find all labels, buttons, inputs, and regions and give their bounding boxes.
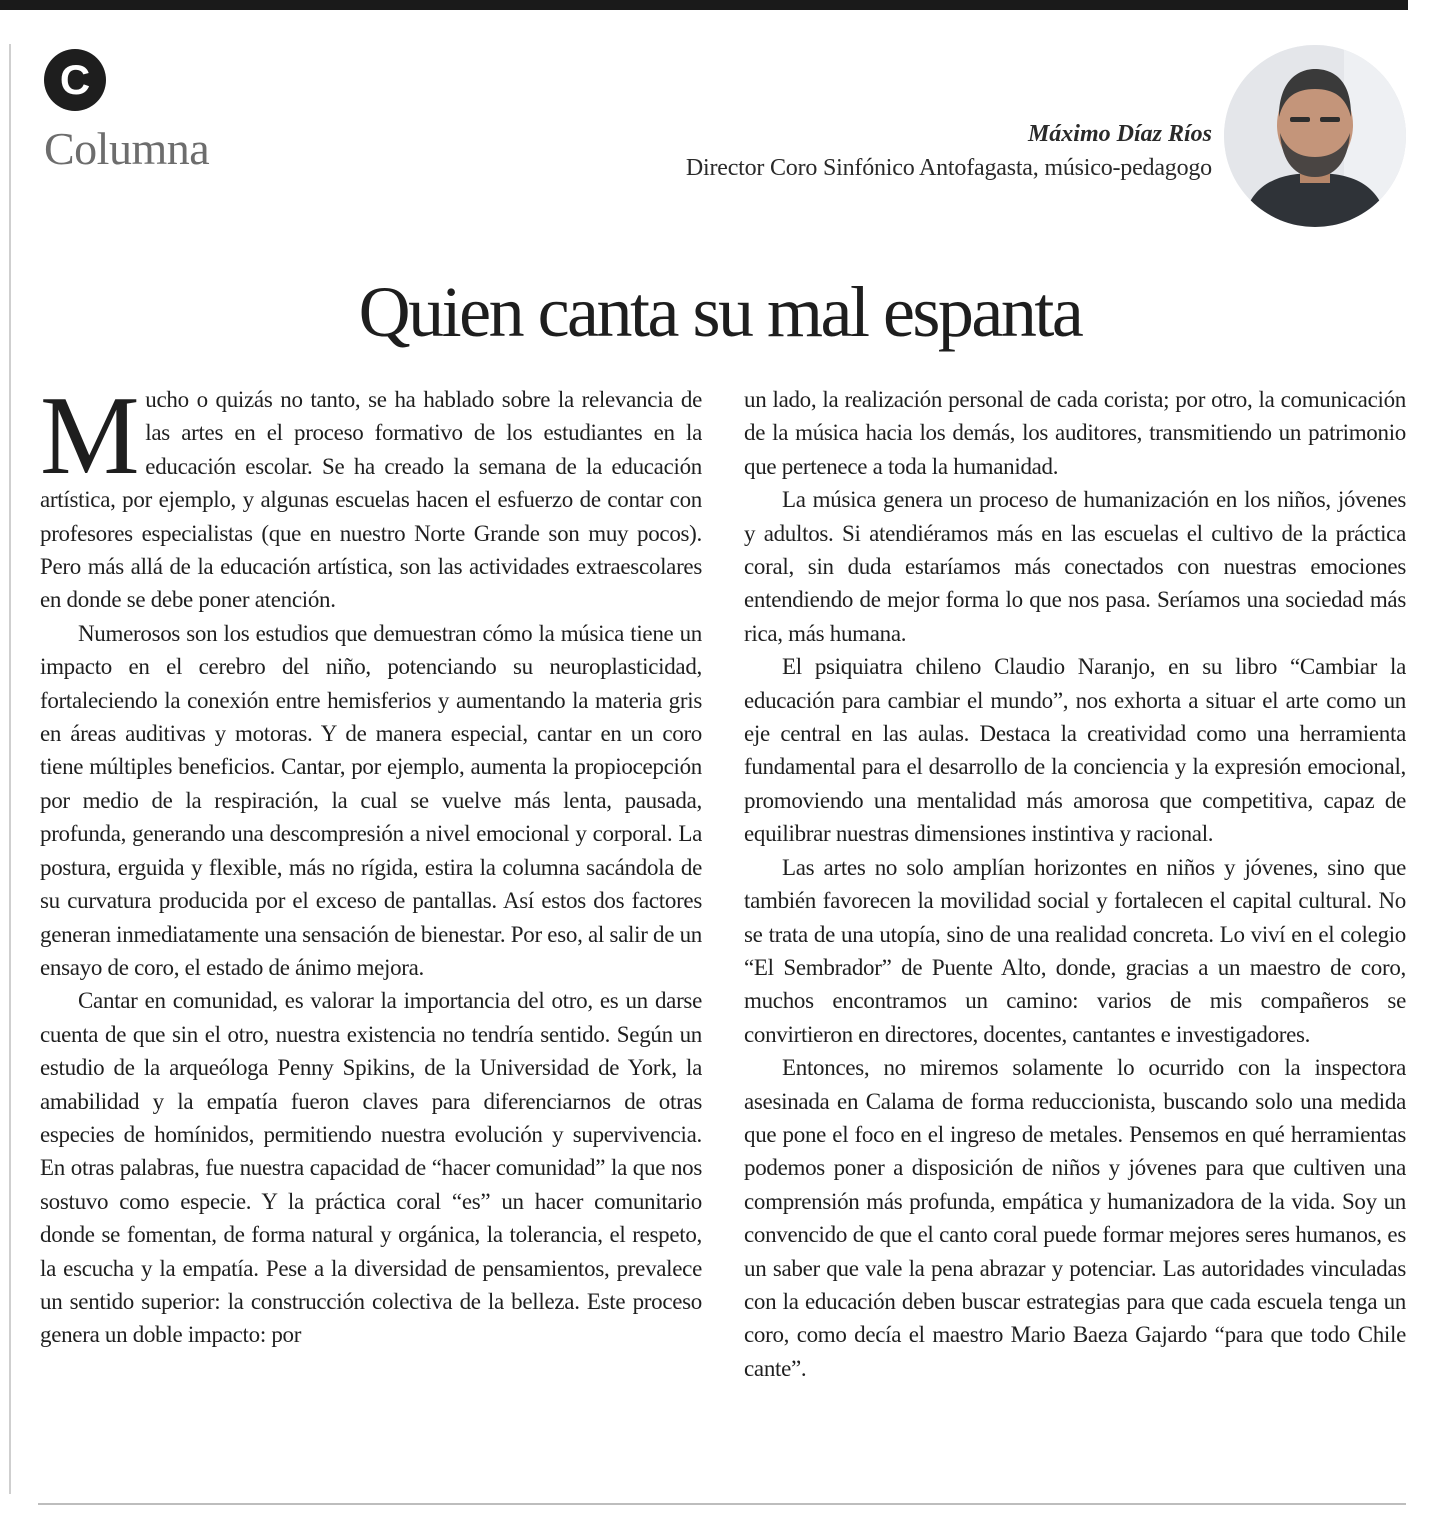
author-role: Director Coro Sinfónico Antofagasta, músico-pedagogo [685,155,1212,181]
article-paragraph: Numerosos son los estudios que demuestran cómo la música tiene un impacto en el cerebro del niño, potenciando su neuroplasticidad, fortaleciendo la conexión entre hemisferios y aumentando la materia gris en áreas auditivas y motoras. Y de manera especial, cantar en un coro tiene múltiples beneficios. Cantar, por ejemplo, aumenta la propiocepción por medio de la respiración, la cual se vuelve más lenta, pausada, profunda, generando una descompresión a nivel emocional y corporal. La postura, erguida y flexible, más no rígida, estira la columna sacándola de su curvatura producida por el exceso de pantallas. Así estos dos factores generan inmediatamente una sensación de bienestar. Por eso, al salir de un ensayo de coro, el estado de ánimo mejora. [40,620,702,980]
article-paragraph: Las artes no solo amplían horizontes en niños y jóvenes, sino que también favorecen la movilidad social y fortalecen el capital cultural. No se trata de una utopía, sino de una realidad concreta. Lo viví en el colegio “El Sembrador” de Puente Alto, donde, gracias a un maestro de coro, muchos encontramos un camino: varios de mis compañeros se convirtieron en directores, docentes, cantantes e investigadores. [744,854,1406,1047]
article-column-left [40,374,702,1352]
section-badge: C [44,49,106,111]
author-name: Máximo Díaz Ríos [1027,121,1212,147]
top-bar [0,0,1408,10]
headline: Quien canta su mal espanta [358,272,1082,352]
paragraph-text: ucho o quizás no tanto, se ha hablado sobre la relevancia de las artes en el proceso formativo de los estudiantes en la educación escolar. Se ha creado la semana de la educación artística, por ejemplo, y algunas escuelas hacen el esfuerzo de contar con profesores especialistas (que en nuestro Norte Grande son muy pocos). Pero más allá de la educación artística, son las actividades extraescolares en donde se debe poner atención. [40,387,702,613]
article-paragraph [40,374,702,617]
article-paragraph: La música genera un proceso de humanización en los niños, jóvenes y adultos. Si atendiéramos más en las escuelas el cultivo de la práctica coral, sin duda estaríamos más conectados con nuestras emociones entendiendo de mejor forma lo que nos pasa. Seríamos una sociedad más rica, más humana. [744,487,1406,646]
section-label: Columna [44,123,210,174]
author-photo [1224,45,1406,227]
bottom-rule [38,1503,1406,1505]
left-rule [9,44,11,1494]
drop-cap: M [40,374,140,498]
article-paragraph: Entonces, no miremos solamente lo ocurrido con la inspectora asesinada en Calama de forma reduccionista, buscando solo una medida que pone el foco en el ingreso de metales. Pensemos en qué herramientas podemos poner a disposición de niños y jóvenes para que cultiven una comprensión más profunda, empática y humanizadora de la vida. Soy un convencido de que el canto coral puede formar mejores seres humanos, es un saber que vale la pena abrazar y potenciar. Las autoridades vinculadas con la educación deben buscar estrategias para que cada escuela tenga un coro, como decía el maestro Mario Baeza Gajardo “para que todo Chile cante”. [744,1055,1406,1381]
article-paragraph: El psiquiatra chileno Claudio Naranjo, en su libro “Cambiar la educación para cambiar el mundo”, nos exhorta a situar el arte como un eje central en las aulas. Destaca la creatividad como una herramienta fundamental para el desarrollo de la conciencia y la expresión emocional, promoviendo una mentalidad más amorosa que competitiva, capaz de equilibrar nuestras dimensiones instintiva y racional. [744,654,1406,847]
article-paragraph: un lado, la realización personal de cada corista; por otro, la comunicación de la música hacia los demás, los auditores, transmitiendo un patrimonio que pertenece a toda la humanidad. [744,387,1406,479]
article-column-right [744,383,1406,1385]
article-paragraph: Cantar en comunidad, es valorar la importancia del otro, es un darse cuenta de que sin el otro, nuestra existencia no tendría sentido. Según un estudio de la arqueóloga Penny Spikins, de la Universidad de York, la amabilidad y la empatía fueron claves para diferenciarnos de otras especies de homínidos, permitiendo nuestra evolución y supervivencia. En otras palabras, fue nuestra capacidad de “hacer comunidad” la que nos sostuvo como especie. Y la práctica coral “es” un hacer comunitario donde se fomentan, de forma natural y orgánica, la tolerancia, el respeto, la escucha y la empatía. Pese a la diversidad de pensamientos, prevalece un sentido superior: la construcción colectiva de la belleza. Este proceso genera un doble impacto: por [40,988,702,1348]
